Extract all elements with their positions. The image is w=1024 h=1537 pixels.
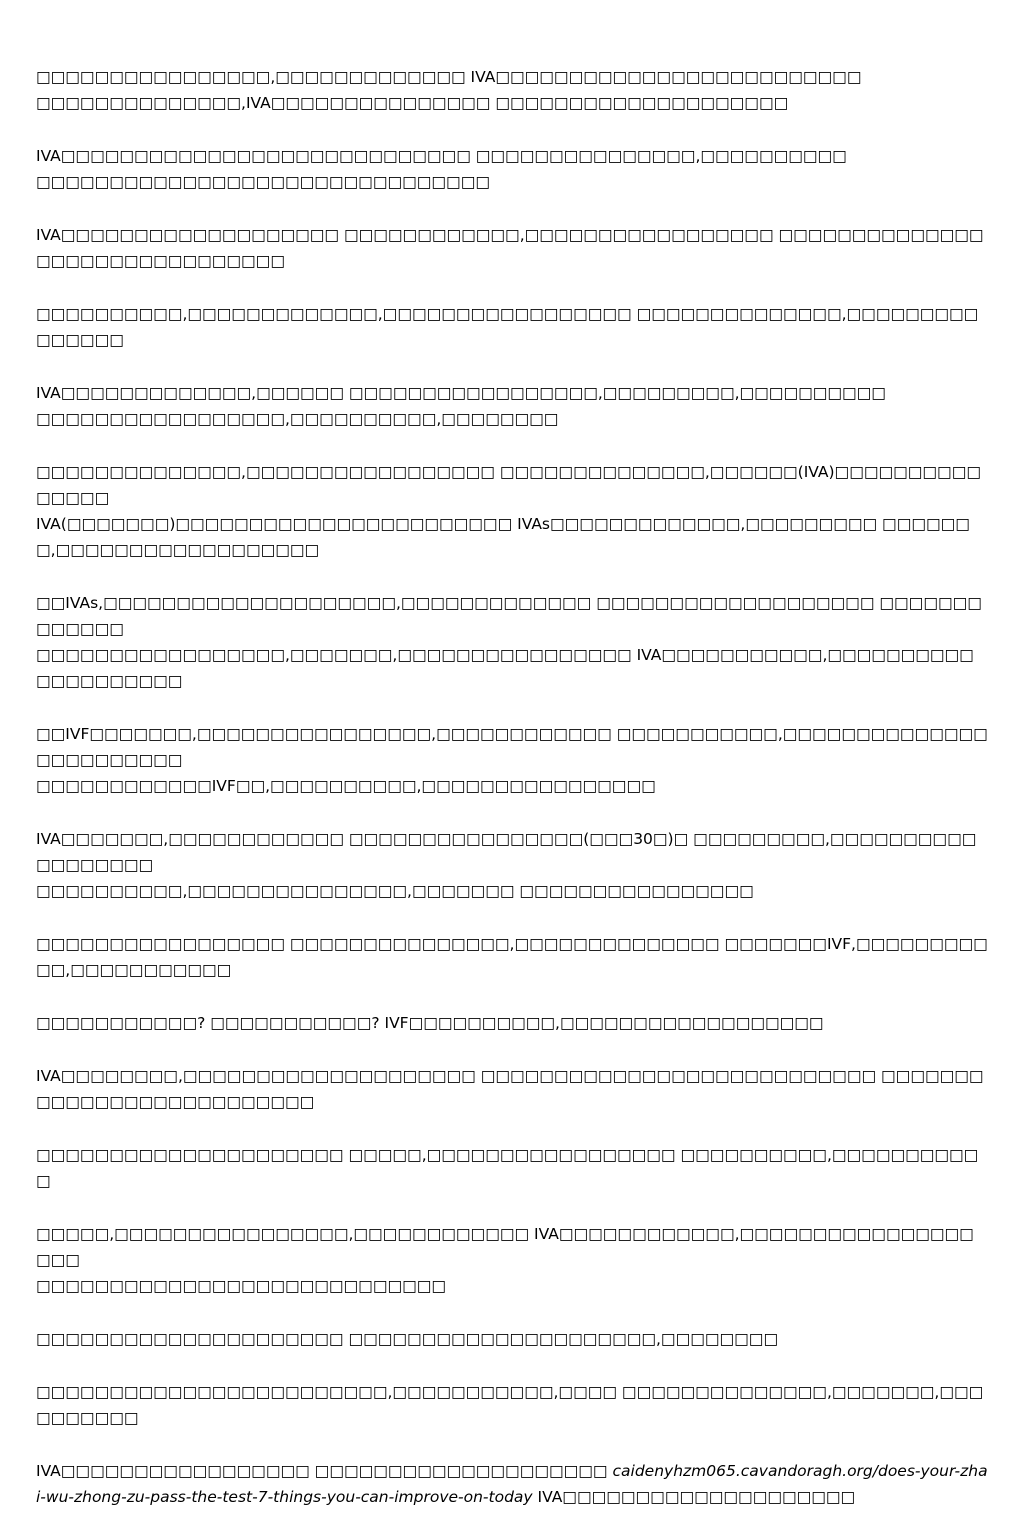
paragraph-line: □□IVF□□□□□□□,□□□□□□□□□□□□□□□□,□□□□□□□□□□□□ □□□□□□□□□□□,□□□□□□□□□□□□□□□□□□□□□□□□	[36, 725, 988, 769]
paragraph-line: □□□□□□□□□□□□□□□□□□□□□□□□□□□□□□□	[36, 173, 490, 191]
paragraph-line: □□□□□□□□□□□? □□□□□□□□□□□? IVF□□□□□□□□□□,□□□□□□□□□□□□□□□□□□	[36, 1014, 824, 1032]
closing-paragraph	[36, 1458, 988, 1510]
paragraph	[36, 1326, 988, 1352]
paragraph	[36, 380, 988, 432]
paragraph	[36, 222, 988, 274]
paragraph	[36, 590, 988, 694]
paragraph-line: □□IVAs,□□□□□□□□□□□□□□□□□□□□,□□□□□□□□□□□□□ □□□□□□□□□□□□□□□□□□□ □□□□□□□□□□□□□	[36, 594, 982, 638]
paragraph-line: □□□□□□□□□□□□□□□□□□□□□□□□□□□□	[36, 1277, 447, 1295]
paragraph-line: IVA□□□□□□□□□□□□□□□□□□□ □□□□□□□□□□□□,□□□□□□□□□□□□□□□□□ □□□□□□□□□□□□□□□□□□□□□□□□□□□□□□□	[36, 226, 984, 270]
paragraph	[36, 1142, 988, 1194]
paragraph	[36, 1063, 988, 1115]
paragraph	[36, 826, 988, 904]
document-body	[36, 64, 988, 1537]
paragraph-line: □□□□□,□□□□□□□□□□□□□□□□,□□□□□□□□□□□□ IVA□□□□□□□□□□□□,□□□□□□□□□□□□□□□□□□□	[36, 1225, 974, 1269]
paragraph	[36, 459, 988, 563]
paragraph	[36, 301, 988, 353]
paragraph-line: IVA□□□□□□□□,□□□□□□□□□□□□□□□□□□□□ □□□□□□□□□□□□□□□□□□□□□□□□□□□ □□□□□□□□□□□□□□□□□□□□□□□□□□	[36, 1067, 984, 1111]
paragraph-line: □□□□□□□□□□□□□□,□□□□□□□□□□□□□□□□□ □□□□□□□□□□□□□□,□□□□□□(IVA)□□□□□□□□□□□□□□□	[36, 463, 981, 507]
paragraph-line: □□□□□□□□□□□□□□□□□,□□□□□□□□□□,□□□□□□□□	[36, 410, 559, 428]
paragraph	[36, 1221, 988, 1299]
closing-text-before: IVA□□□□□□□□□□□□□□□□□ □□□□□□□□□□□□□□□□□□□□	[36, 1462, 613, 1480]
paragraph-line: □□□□□□□□□□□□□□□□,□□□□□□□□□□□□□ IVA□□□□□□□□□□□□□□□□□□□□□□□□□	[36, 68, 862, 86]
paragraph-line: □□□□□□□□□□□□□□□□□ □□□□□□□□□□□□□□□,□□□□□□□□□□□□□□ □□□□□□□IVF,□□□□□□□□□□□,□□□□□□□□□□□	[36, 935, 988, 979]
paragraph	[36, 721, 988, 799]
paragraph	[36, 143, 988, 195]
paragraph-line: □□□□□□□□□□,□□□□□□□□□□□□□,□□□□□□□□□□□□□□□□□ □□□□□□□□□□□□□□,□□□□□□□□□□□□□□□	[36, 305, 979, 349]
paragraph	[36, 1010, 988, 1036]
paragraph-line: IVA□□□□□□□□□□□□□,□□□□□□ □□□□□□□□□□□□□□□□□,□□□□□□□□□,□□□□□□□□□□	[36, 384, 886, 402]
paragraph-line: □□□□□□□□□□□□□□□□□□□□□ □□□□□,□□□□□□□□□□□□□□□□□ □□□□□□□□□□,□□□□□□□□□□□	[36, 1146, 979, 1190]
paragraph-line: □□□□□□□□□□□□□□□□□□□□□ □□□□□□□□□□□□□□□□□□□□□,□□□□□□□□	[36, 1330, 779, 1348]
paragraph-line: IVA(□□□□□□□)□□□□□□□□□□□□□□□□□□□□□□□ IVAs□□□□□□□□□□□□□,□□□□□□□□□ □□□□□□□,□□□□□□□□□□□□□□□□□□	[36, 515, 970, 559]
paragraph-list	[36, 64, 988, 1431]
paragraph-line: □□□□□□□□□□□□IVF□□,□□□□□□□□□□,□□□□□□□□□□□□□□□□	[36, 777, 656, 795]
paragraph	[36, 64, 988, 116]
paragraph-line: □□□□□□□□□□□□□□,IVA□□□□□□□□□□□□□□□ □□□□□□□□□□□□□□□□□□□□	[36, 94, 789, 112]
paragraph-line: IVA□□□□□□□□□□□□□□□□□□□□□□□□□□□□ □□□□□□□□□□□□□□□,□□□□□□□□□□	[36, 147, 847, 165]
paragraph-line: □□□□□□□□□□□□□□□□□,□□□□□□□,□□□□□□□□□□□□□□□□ IVA□□□□□□□□□□□,□□□□□□□□□□□□□□□□□□□□	[36, 646, 974, 690]
closing-text-after: IVA□□□□□□□□□□□□□□□□□□□□	[532, 1488, 856, 1506]
paragraph	[36, 931, 988, 983]
paragraph	[36, 1379, 988, 1431]
paragraph-line: □□□□□□□□□□,□□□□□□□□□□□□□□□,□□□□□□□ □□□□□□□□□□□□□□□□	[36, 882, 754, 900]
paragraph-line: □□□□□□□□□□□□□□□□□□□□□□□□,□□□□□□□□□□□,□□□□ □□□□□□□□□□□□□□,□□□□□□□,□□□□□□□□□□	[36, 1383, 984, 1427]
article-link[interactable]: caidenyhzm065.cavandoragh.org/does-your-zhai-wu-zhong-zu-pass-the-test-7-things-you-can-improve-on-today	[36, 1462, 988, 1506]
paragraph-line: IVA□□□□□□□,□□□□□□□□□□□□ □□□□□□□□□□□□□□□□(□□□30□)□ □□□□□□□□□,□□□□□□□□□□□□□□□□□□	[36, 830, 977, 874]
